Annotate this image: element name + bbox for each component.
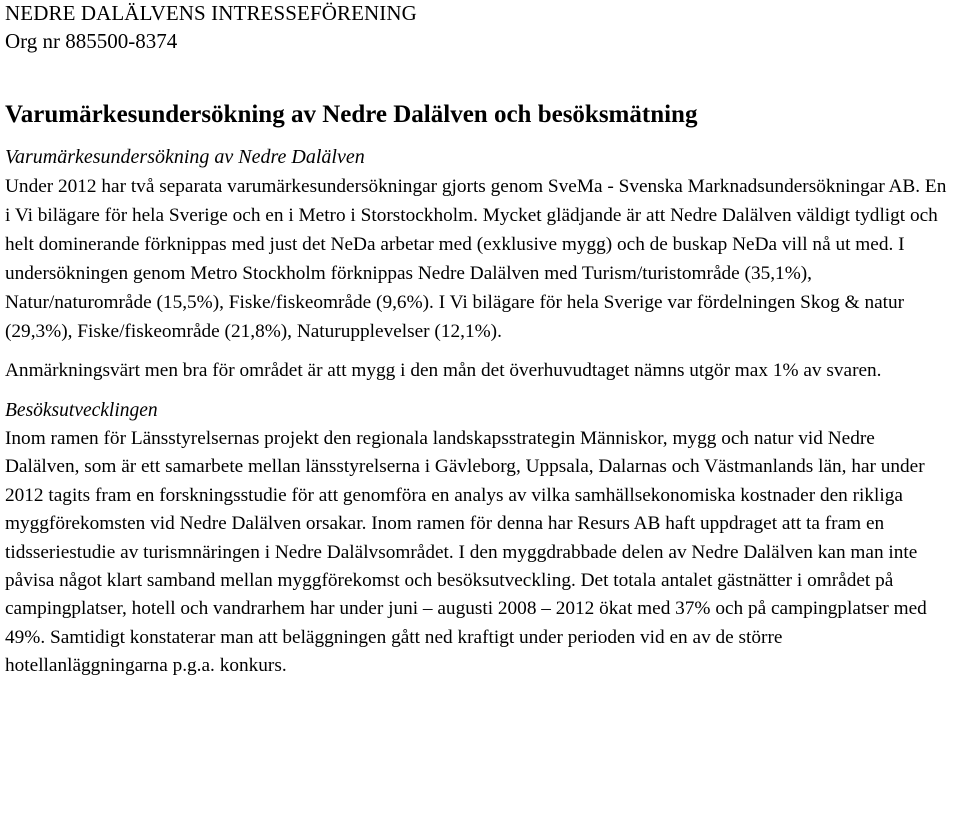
organization-number: Org nr 885500-8374 [5, 29, 178, 53]
brand-survey-paragraph: Under 2012 har två separata varumärkesundersökningar gjorts genom SveMa - Svenska Marknadsundersökningar AB. En i Vi bilägare för hela Sverige och en i Metro i Storstockholm. Mycket glädjande är att Nedre Dalälven väldigt tydligt och helt dominerande förknippas med just det NeDa arbetar med (exklusive mygg) och de buskap NeDa vill nå ut med. I undersökningen genom Metro Stockholm förknippas Nedre Dalälven med Turism/turistområde (35,1%), Natur/naturområde (15,5%), Fiske/fiskeområde (9,6%). I Vi bilägare för hela Sverige var fördelningen Skog & natur (29,3%), Fiske/fiskeområde (21,8%), Naturupplevelser (12,1%). [5, 176, 947, 342]
brand-survey-note: Anmärkningsvärt men bra för området är att mygg i den mån det överhuvudtaget nämns utgör max 1% av svaren. [5, 360, 882, 381]
section-heading-visitor-development: Besöksutvecklingen [5, 400, 158, 421]
section-heading-brand-survey: Varumärkesundersökning av Nedre Dalälven [5, 146, 365, 168]
document-title: Varumärkesundersökning av Nedre Dalälven och besöksmätning [5, 101, 698, 128]
visitor-development-paragraph: Inom ramen för Länsstyrelsernas projekt den regionala landskapsstrategin Människor, mygg och natur vid Nedre Dalälven, som är ett samarbete mellan länsstyrelserna i Gävleborg, Uppsala, Dalarnas och Västmanlands län, har under 2012 tagits fram en forskningsstudie för att genomföra en analys av vilka samhällsekonomiska kostnader den rikliga myggförekomsten vid Nedre Dalälven orsakar. Inom ramen för denna har Resurs AB haft uppdraget att ta fram en tidsseriestudie av turismnäringen i Nedre Dalälvsområdet. I den myggdrabbade delen av Nedre Dalälven kan man inte påvisa något klart samband mellan myggförekomst och besöksutveckling. Det totala antalet gästnätter i området på campingplatser, hotell och vandrarhem har under juni – augusti 2008 – 2012 ökat med 37% och på campingplatser med 49%. Samtidigt konstaterar man att beläggningen gått ned kraftigt under perioden vid en av de större hotellanläggningarna p.g.a. konkurs. [5, 428, 927, 677]
organization-name: NEDRE DALÄLVENS INTRESSEFÖRENING [5, 1, 417, 25]
